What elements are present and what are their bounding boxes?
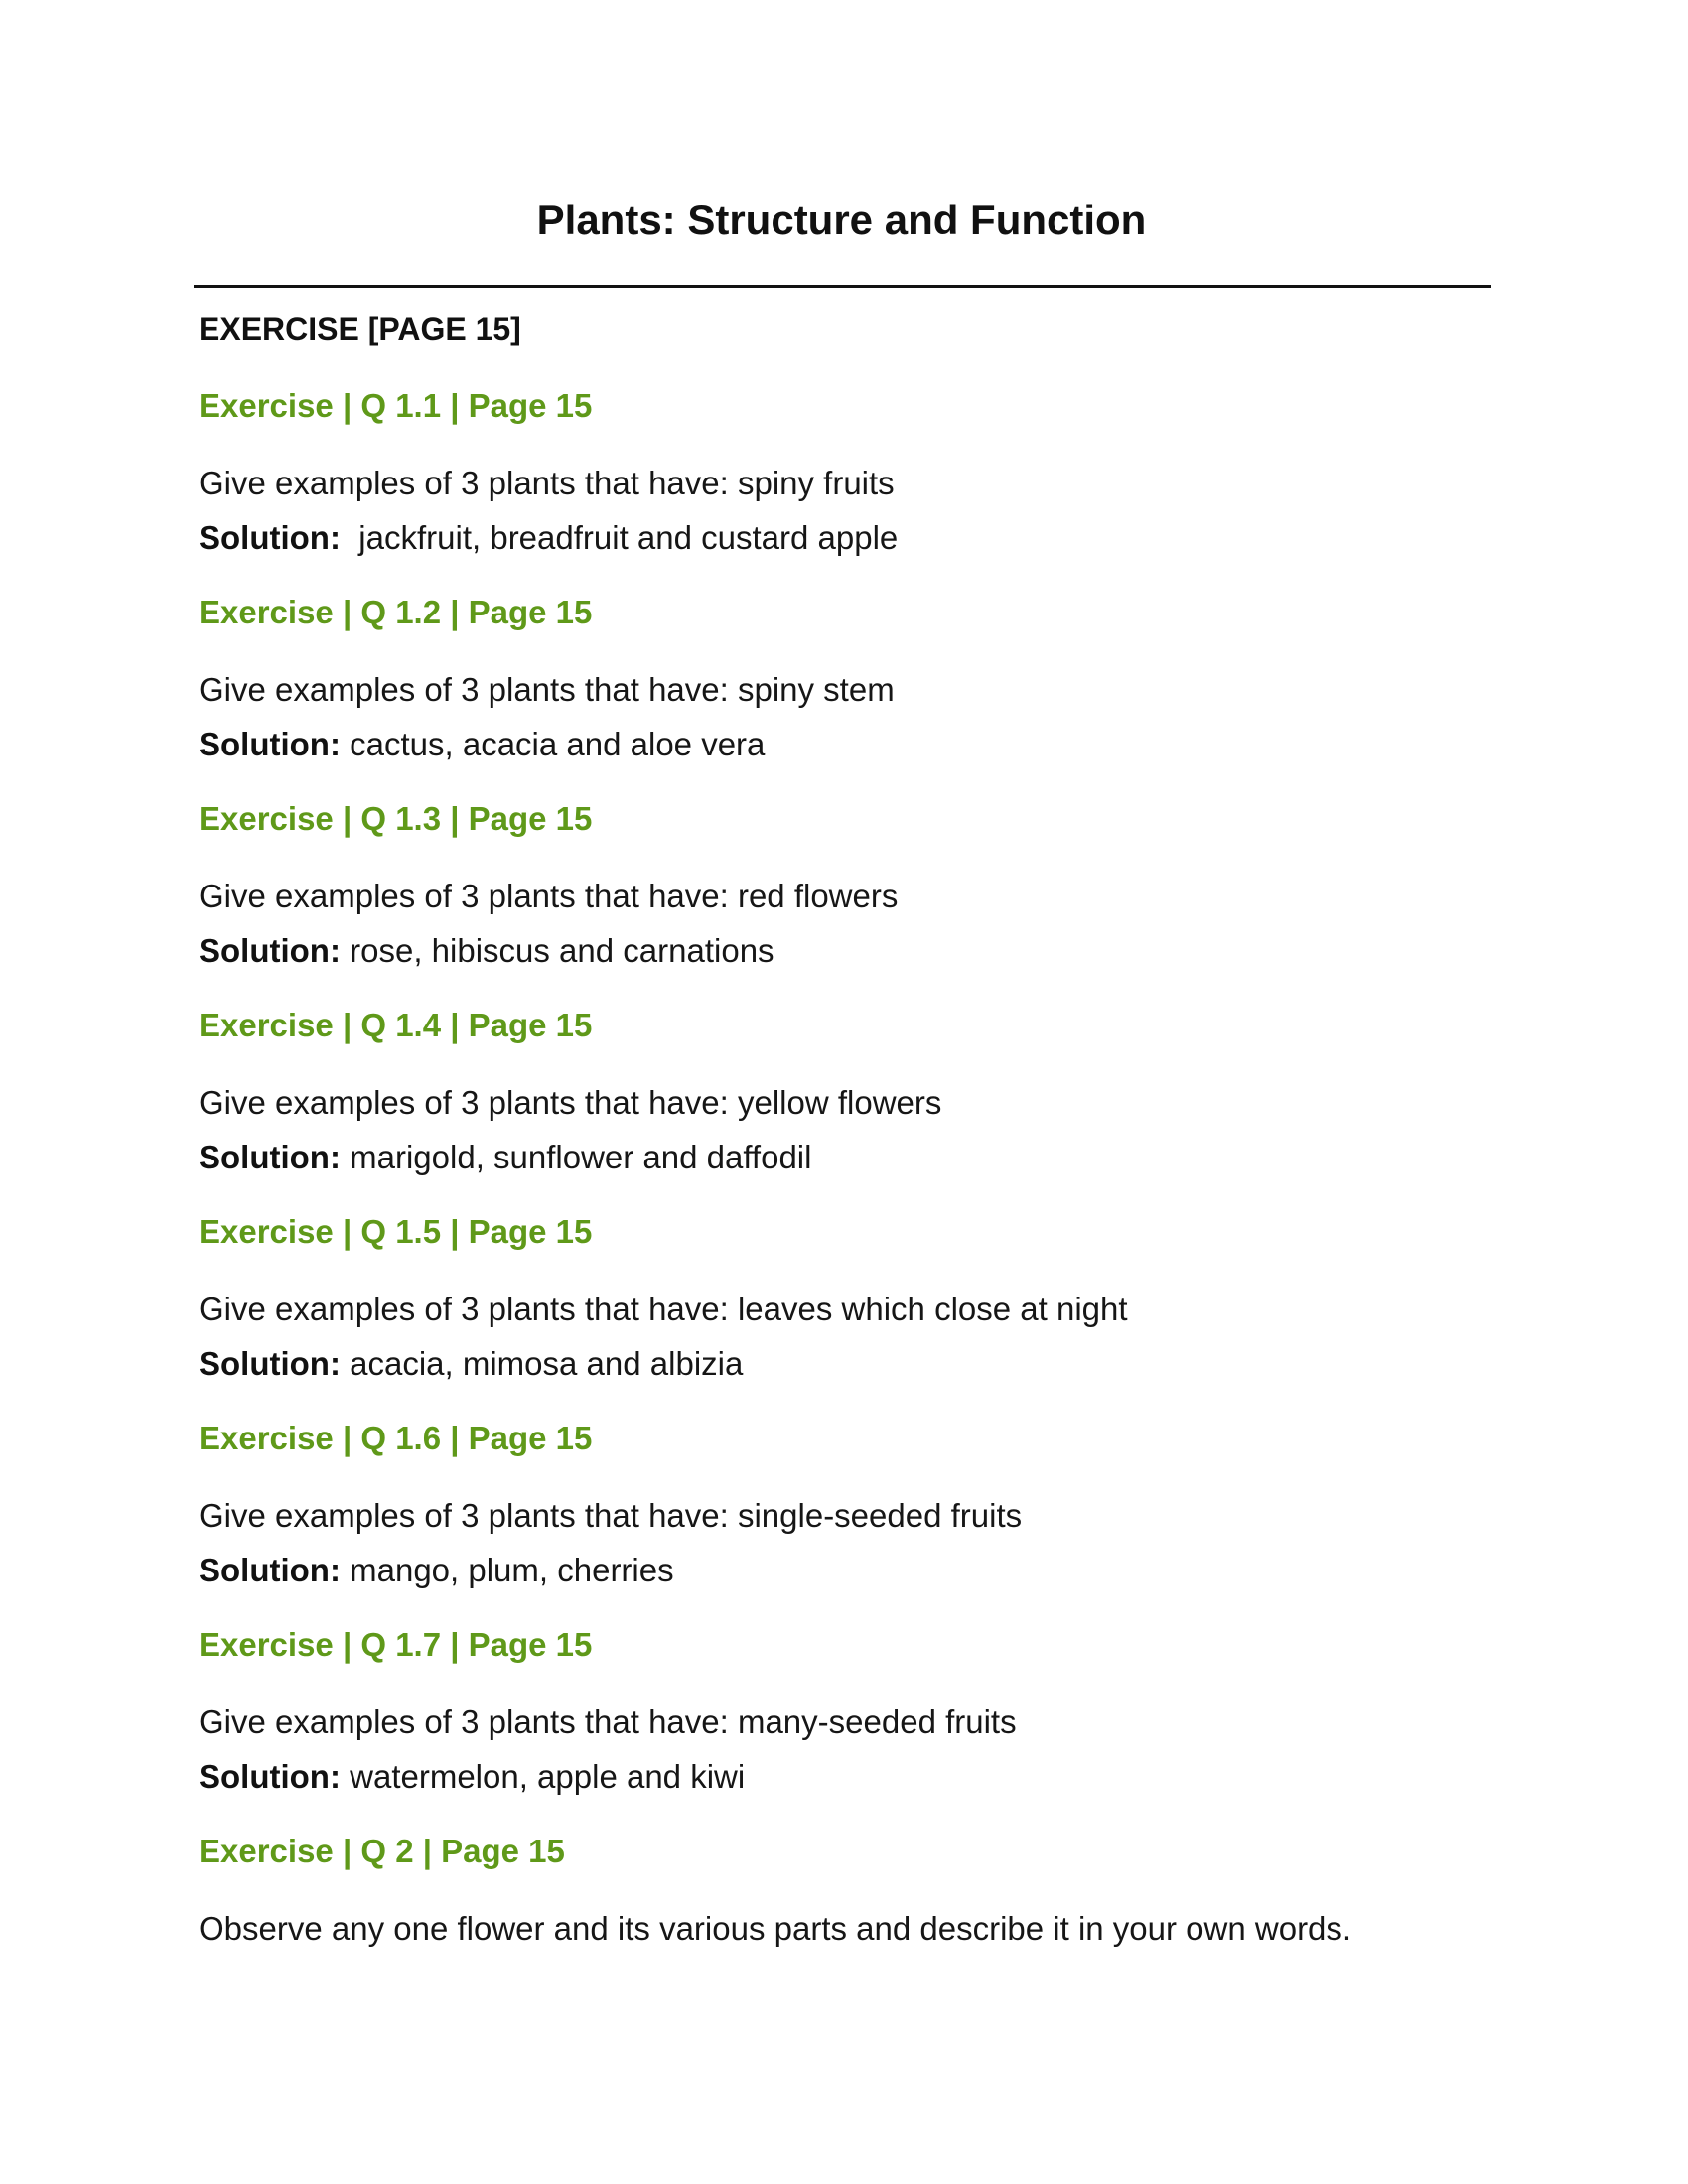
exercise-heading: Exercise | Q 1.3 | Page 15 (199, 800, 593, 837)
exercise-question: Give examples of 3 plants that have: spiny stem (199, 671, 895, 708)
document-title: Plants: Structure and Function (536, 197, 1147, 243)
exercise-question: Give examples of 3 plants that have: spiny fruits (199, 465, 895, 501)
exercise-solution (199, 932, 774, 970)
solution-label: Solution: (199, 1345, 341, 1382)
solution-label: Solution: (199, 1552, 341, 1588)
exercise-heading: Exercise | Q 1.1 | Page 15 (199, 387, 593, 424)
solution-text: mango, plum, cherries (340, 1552, 674, 1588)
exercise-heading: Exercise | Q 1.4 | Page 15 (199, 1007, 593, 1043)
exercise-question: Give examples of 3 plants that have: many-seeded fruits (199, 1704, 1017, 1740)
solution-text: watermelon, apple and kiwi (340, 1758, 746, 1795)
solution-label: Solution: (199, 932, 341, 969)
section-heading: EXERCISE [PAGE 15] (199, 311, 521, 346)
solution-text: rose, hibiscus and carnations (340, 932, 774, 969)
solution-label: Solution: (199, 726, 341, 762)
title-divider (194, 285, 1491, 288)
exercise-solution (199, 1139, 811, 1176)
exercise-heading: Exercise | Q 1.2 | Page 15 (199, 594, 593, 630)
exercise-question: Give examples of 3 plants that have: red flowers (199, 878, 899, 914)
solution-text: marigold, sunflower and daffodil (340, 1139, 812, 1175)
exercise-solution (199, 726, 765, 763)
exercise-solution (199, 1345, 743, 1383)
solution-text: jackfruit, breadfruit and custard apple (340, 519, 899, 556)
exercise-heading: Exercise | Q 2 | Page 15 (199, 1833, 565, 1869)
solution-label: Solution: (199, 1758, 341, 1795)
exercise-question: Give examples of 3 plants that have: yellow flowers (199, 1084, 942, 1121)
exercise-question: Give examples of 3 plants that have: single-seeded fruits (199, 1497, 1023, 1534)
exercise-solution (199, 519, 898, 557)
solution-text: cactus, acacia and aloe vera (340, 726, 766, 762)
exercise-solution (199, 1552, 674, 1589)
exercise-heading: Exercise | Q 1.5 | Page 15 (199, 1213, 593, 1250)
solution-label: Solution: (199, 519, 341, 556)
exercise-question: Observe any one flower and its various parts and describe it in your own words. (199, 1910, 1352, 1947)
exercise-solution (199, 1758, 745, 1796)
solution-text: acacia, mimosa and albizia (340, 1345, 744, 1382)
exercise-heading: Exercise | Q 1.6 | Page 15 (199, 1420, 593, 1456)
exercise-heading: Exercise | Q 1.7 | Page 15 (199, 1626, 593, 1663)
solution-label: Solution: (199, 1139, 341, 1175)
exercise-question: Give examples of 3 plants that have: leaves which close at night (199, 1291, 1128, 1327)
